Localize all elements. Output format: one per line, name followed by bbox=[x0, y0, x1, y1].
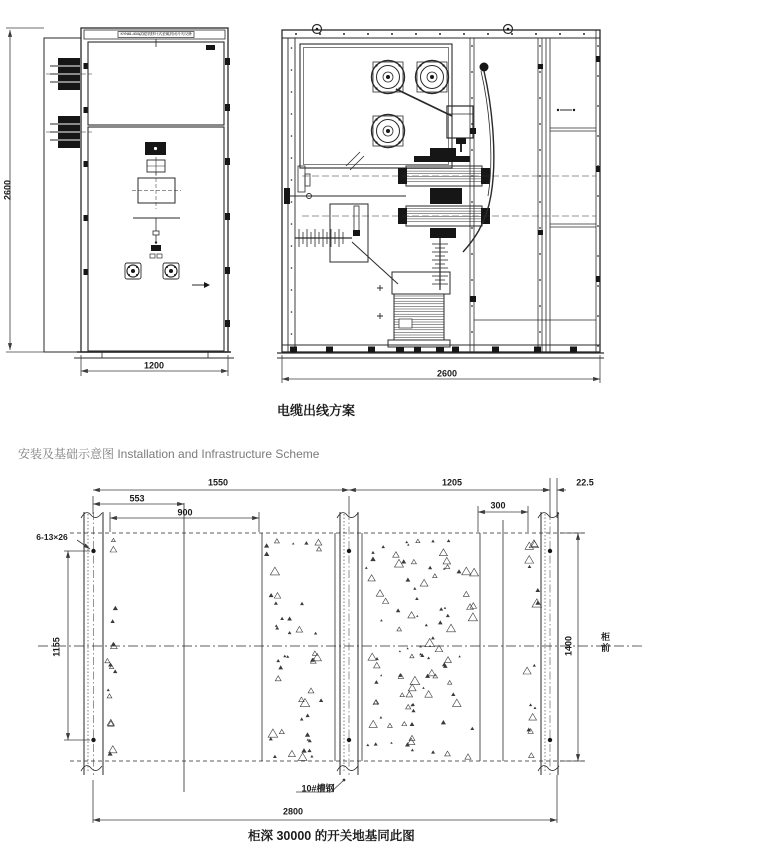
dim-2800: 2800 bbox=[282, 806, 304, 817]
door-latch-icon bbox=[206, 45, 215, 50]
circuit-breaker bbox=[302, 148, 596, 238]
indicator-plate-icon bbox=[145, 142, 166, 155]
concrete-strip-1 bbox=[262, 533, 335, 761]
panel-handle-icon bbox=[557, 109, 575, 111]
side-section-drawing bbox=[277, 25, 604, 384]
dim-1550: 1550 bbox=[207, 477, 229, 488]
front-nameplate: KYN61-40.5(Z)铠装移开式金属封闭开关设备 bbox=[120, 32, 192, 36]
bushing-insulator-icon bbox=[416, 61, 449, 94]
channel-steel-left bbox=[81, 512, 103, 775]
channel-steel-label: 10#槽钢 bbox=[301, 783, 335, 794]
busbar-compartment bbox=[300, 44, 452, 170]
support-insulator-icon bbox=[432, 238, 448, 290]
dim-553: 553 bbox=[129, 493, 145, 504]
hinge-marks bbox=[84, 58, 231, 327]
cable-scheme-caption: 电缆出线方案 bbox=[277, 403, 356, 418]
busbar-stack-icon bbox=[50, 58, 80, 90]
dim-1205: 1205 bbox=[441, 477, 463, 488]
instrument-window-icon bbox=[132, 172, 181, 209]
dim-1155: 1155 bbox=[51, 637, 62, 657]
lifting-eye-icon bbox=[313, 25, 513, 34]
busbar-stack-icon bbox=[50, 116, 80, 148]
front-height-dim: 2600 bbox=[2, 179, 13, 201]
dim-1400: 1400 bbox=[563, 635, 574, 657]
concrete-strip-2 bbox=[362, 533, 480, 761]
operation-knob-icon bbox=[125, 263, 141, 279]
hole-spec-label: 6-13×26 bbox=[36, 531, 68, 542]
current-transformer-icon bbox=[447, 106, 473, 138]
foundation-note: 柜深 30000 的开关地基同此图 bbox=[248, 829, 415, 843]
cabinet-front-label: 柜前 bbox=[600, 632, 610, 654]
front-elevation-drawing bbox=[2, 28, 234, 376]
front-width-dim: 1200 bbox=[143, 360, 165, 371]
installation-title: 安装及基础示意图 Installation and Infrastructure Scheme bbox=[18, 447, 320, 461]
pointer-arrow-icon bbox=[192, 282, 210, 288]
operation-knob-icon bbox=[163, 263, 179, 279]
bushing-insulator-icon bbox=[372, 115, 405, 148]
dim-900: 900 bbox=[177, 507, 193, 518]
dimension-lines bbox=[64, 478, 584, 823]
side-width-dim: 2600 bbox=[436, 368, 458, 379]
channel-steel-right bbox=[538, 512, 559, 775]
bushing-insulator-icon bbox=[372, 61, 405, 94]
dim-300: 300 bbox=[490, 500, 506, 511]
channel-steel-middle bbox=[337, 512, 358, 775]
foundation-plan-drawing bbox=[0, 470, 771, 857]
mimic-diagram-icon bbox=[133, 218, 180, 258]
dim-22-5: 22.5 bbox=[576, 477, 594, 488]
